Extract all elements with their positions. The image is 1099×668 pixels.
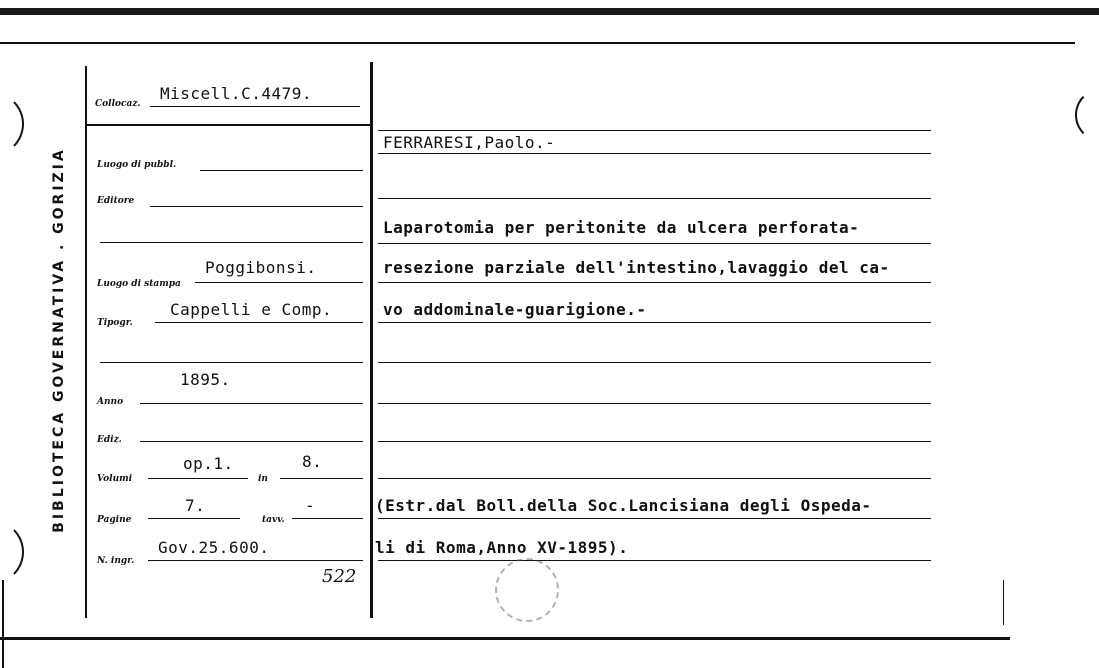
tipogr-label: Tipogr.: [97, 318, 133, 328]
tavole-label: tavv.: [262, 515, 285, 525]
collocazione-underline: [85, 124, 372, 126]
collocazione-line: [150, 106, 360, 107]
center-divider-line: [370, 62, 373, 618]
pagine-line: [148, 518, 240, 519]
n-ingr-value: Gov.25.600.: [158, 538, 270, 557]
right-line-7: [378, 362, 931, 363]
volumi-value: op.1.: [183, 454, 234, 473]
tipogr-value: Cappelli e Comp.: [170, 300, 333, 319]
pagine-value: 7.: [185, 496, 206, 515]
library-name-vertical: BIBLIOTECA GOVERNATIVA . GORIZIA: [51, 147, 67, 533]
anno-line: [140, 403, 363, 404]
collocazione-label: Collocaz.: [95, 99, 141, 109]
top-edge-band: [0, 8, 1099, 15]
volumi-line: [148, 478, 248, 479]
luogo-stampa-value: Poggibonsi.: [205, 258, 317, 277]
bottom-edge-line: [0, 637, 1010, 640]
right-line-11: [378, 518, 931, 519]
left-frame-line: [85, 66, 87, 618]
n-ingr-label: N. ingr.: [97, 556, 135, 566]
luogo-pubbl-line: [200, 170, 363, 171]
volumi-in-line: [280, 478, 363, 479]
right-line-12: [378, 560, 931, 561]
anno-value: 1895.: [180, 370, 231, 389]
title-line-3: vo addominale-guarigione.-: [383, 300, 647, 319]
editore-label: Editore: [97, 196, 135, 206]
right-line-1: [378, 130, 931, 131]
note-line-1: (Estr.dal Boll.della Soc.Lancisiana degli Ospeda-: [375, 496, 872, 515]
right-line-9: [378, 441, 931, 442]
luogo-stampa-line: [195, 282, 363, 283]
editore-line-2: [100, 242, 363, 243]
volumi-label: Volumi: [97, 474, 133, 484]
punch-hole-bottom-left: [0, 520, 24, 584]
right-line-8: [378, 403, 931, 404]
n-ingr-line: [148, 560, 363, 561]
tipogr-line: [155, 322, 363, 323]
punch-hole-top-left: [0, 92, 24, 156]
right-line-4: [378, 243, 931, 244]
library-stamp: [495, 558, 559, 622]
ediz-label: Ediz.: [97, 435, 122, 445]
top-edge-line: [0, 42, 1075, 44]
note-line-2: li di Roma,Anno XV-1895).: [375, 538, 629, 557]
title-line-2: resezione parziale dell'intestino,lavaggio del ca-: [383, 258, 890, 277]
ediz-line: [140, 441, 363, 442]
luogo-pubbl-label: Luogo di pubbl.: [97, 160, 177, 170]
punch-hole-right: [1075, 88, 1099, 142]
left-edge-line: [2, 580, 4, 668]
volumi-in-label: in: [258, 474, 268, 484]
collocazione-value: Miscell.C.4479.: [160, 84, 312, 103]
editore-line: [150, 206, 363, 207]
anno-label: Anno: [97, 397, 124, 407]
right-line-6: [378, 322, 931, 323]
tavole-value: -: [305, 496, 316, 515]
volumi-in-value: 8.: [302, 452, 323, 471]
author-name: FERRARESI,Paolo.-: [383, 133, 556, 152]
handwritten-number: 522: [322, 566, 357, 587]
luogo-stampa-label: Luogo di stampa: [97, 279, 181, 289]
right-line-3: [378, 198, 931, 199]
right-line-2: [378, 153, 931, 154]
pagine-label: Pagine: [97, 515, 132, 525]
right-margin-line: [1003, 580, 1004, 625]
right-line-10: [378, 478, 931, 479]
tavole-line: [292, 518, 363, 519]
right-line-5: [378, 282, 931, 283]
title-line-1: Laparotomia per peritonite da ulcera perforata-: [383, 218, 860, 237]
tipogr-line-2: [100, 362, 363, 363]
